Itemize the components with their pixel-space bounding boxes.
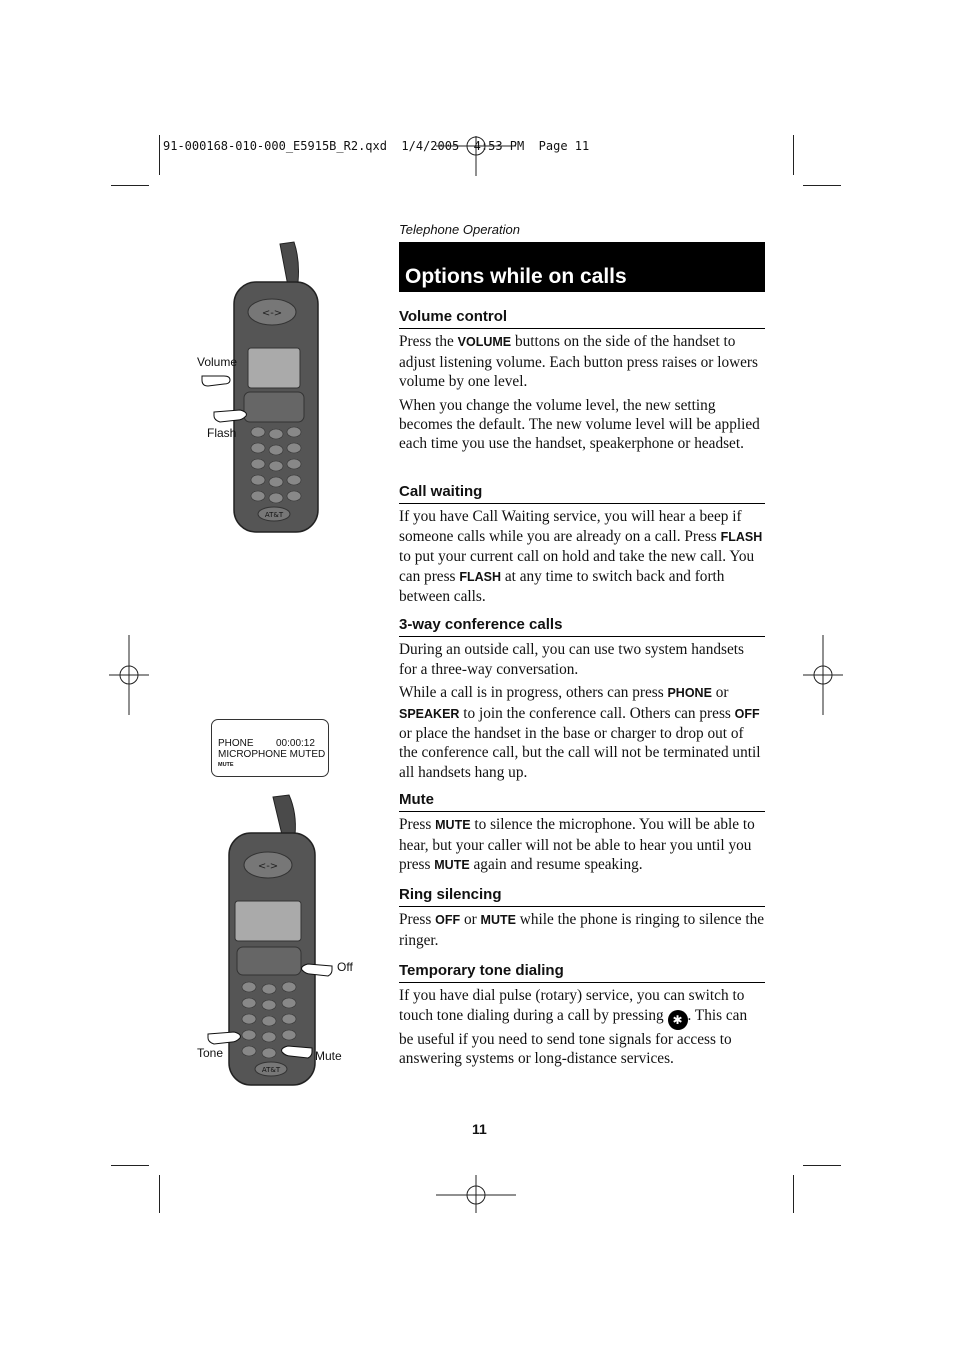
paragraph: During an outside call, you can use two system handsets for a three-way conversation. <box>399 641 744 678</box>
pointing-hand-icon <box>206 1026 246 1048</box>
section-heading: Ring silencing <box>399 885 765 907</box>
key-label: SPEAKER <box>399 706 460 721</box>
key-label: MUTE <box>434 858 470 873</box>
key-label: VOLUME <box>457 335 512 350</box>
section-conference-calls <box>399 615 765 786</box>
key-label: MUTE <box>435 818 471 833</box>
callout-off: Off <box>337 960 353 974</box>
key-label: FLASH <box>720 529 763 544</box>
tone-star-icon: ✱ <box>668 1010 688 1030</box>
registration-mark-top <box>436 136 516 176</box>
handset-image <box>228 240 323 535</box>
pointing-hand-icon <box>278 1040 314 1062</box>
key-label: PHONE <box>667 686 712 701</box>
paragraph: If you have Call Waiting service, you will hear a beep if someone calls while you are already on a call. Press FLASH to put your current call on hold and take the new call. You can press FLASH at any time to switch back and forth between calls. <box>399 508 763 606</box>
paragraph: Press MUTE to silence the microphone. You will be able to hear, but your caller will not be able to hear you until you press MUTE again and resume speaking. <box>399 816 755 874</box>
key-label: OFF <box>734 706 760 721</box>
title-bar <box>399 242 765 292</box>
section-heading: Volume control <box>399 307 765 329</box>
lcd-line2: MICROPHONE MUTED <box>218 749 326 760</box>
section-call-waiting <box>399 482 765 610</box>
lcd-display <box>211 719 329 777</box>
page-title: Options while on calls <box>405 265 627 288</box>
section-mute <box>399 790 765 880</box>
paragraph: Press the VOLUME buttons on the side of the handset to adjust listening volume. Each button press raises or lowers volume by one level. <box>399 333 758 391</box>
svg-text:<->: <-> <box>261 308 283 319</box>
brand-logo: AT&T <box>264 511 284 519</box>
lcd-timer: 00:00:12 <box>276 738 315 749</box>
section-ring-silencing <box>399 885 765 954</box>
registration-mark-left <box>109 635 149 715</box>
section-tone-dialing <box>399 961 765 1073</box>
pointing-hand-icon <box>212 404 252 426</box>
section-heading: 3-way conference calls <box>399 615 765 637</box>
paragraph: While a call is in progress, others can press PHONE or SPEAKER to join the conference call. Others can press OFF or place the handset in the base or charger to drop out of the conference call, but the call will not be terminated until all handsets hang up. <box>399 684 761 781</box>
lcd-softkey: MUTE <box>218 762 234 768</box>
printer-slug: 91-000168-010-000_E5915B_R2.qxd 1/4/2005 4:53 PM Page 11 <box>163 139 590 153</box>
key-label: FLASH <box>459 569 501 584</box>
section-volume-control <box>399 307 765 458</box>
callout-flash: Flash <box>207 426 237 440</box>
pointing-hand-icon <box>200 370 236 390</box>
key-label: OFF <box>435 913 461 928</box>
registration-mark-bottom <box>436 1175 516 1215</box>
paragraph: Press OFF or MUTE while the phone is ringing to silence the ringer. <box>399 911 765 949</box>
callout-tone: Tone <box>197 1046 224 1060</box>
brand-logo: AT&T <box>261 1066 281 1074</box>
callout-volume: Volume <box>197 355 238 369</box>
section-heading: Temporary tone dialing <box>399 961 765 983</box>
paragraph: When you change the volume level, the new setting becomes the default. The new volume level will be applied each time you use the handset, speakerphone or headset. <box>399 396 760 453</box>
callout-mute: Mute <box>315 1049 342 1063</box>
pointing-hand-icon <box>298 958 334 980</box>
section-heading: Call waiting <box>399 482 765 504</box>
section-heading: Mute <box>399 790 765 812</box>
page-number: 11 <box>472 1121 487 1137</box>
paragraph: If you have dial pulse (rotary) service, you can switch to touch tone dialing during a call by pressing ✱ . This can be useful if you need to send tone signals for access to answering systems or long-distance services. <box>399 987 748 1068</box>
registration-mark-right <box>803 635 843 715</box>
key-label: MUTE <box>480 913 516 928</box>
section-label: Telephone Operation <box>399 222 520 237</box>
svg-text:<->: <-> <box>257 861 279 872</box>
lcd-line1-left: PHONE <box>218 738 254 749</box>
